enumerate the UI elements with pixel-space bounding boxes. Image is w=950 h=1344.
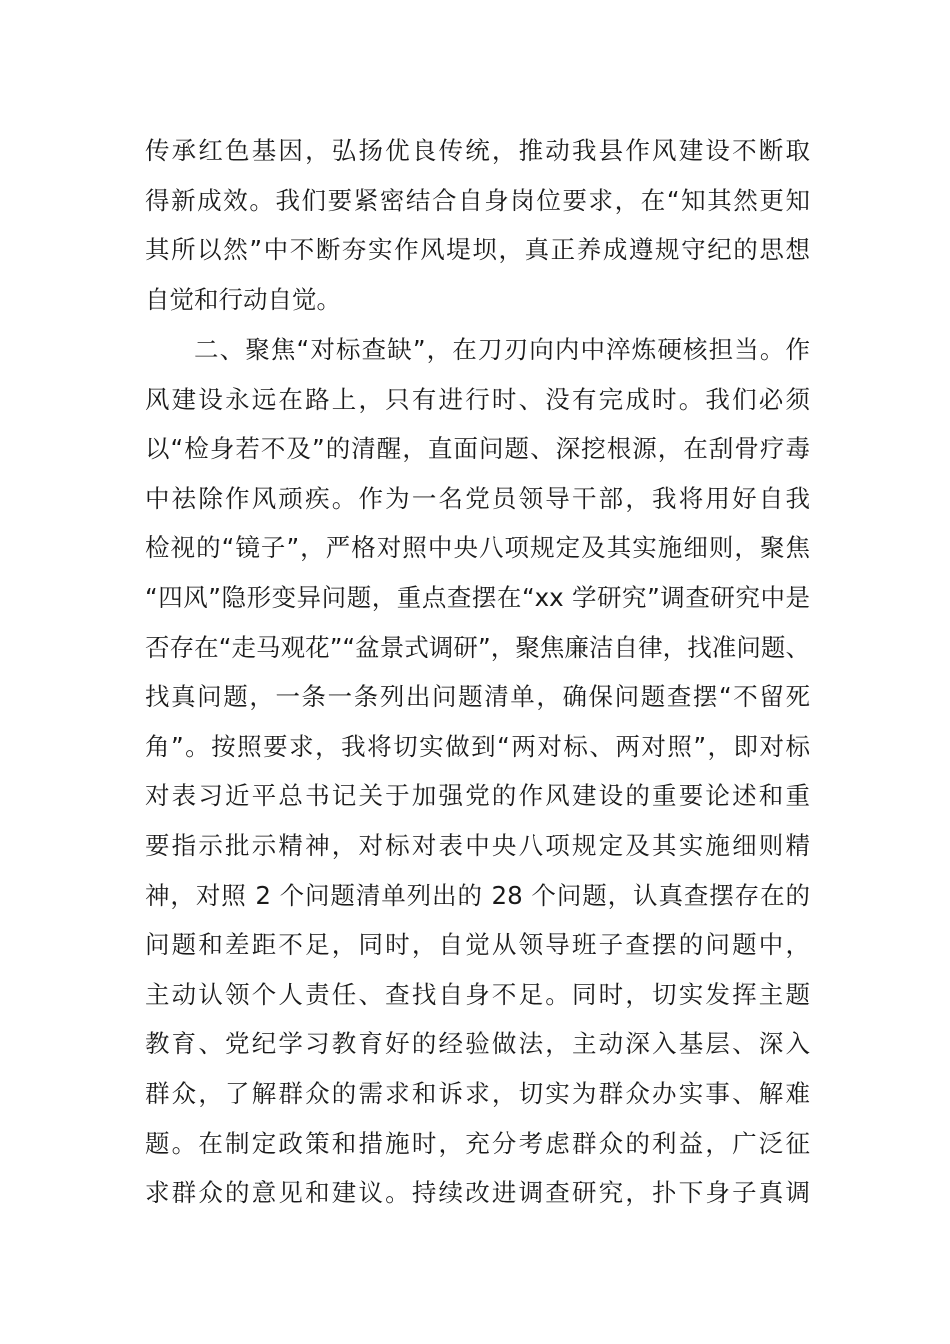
text-line: 求群众的意见和建议。持续改进调查研究，扑下身子真调: [145, 1178, 810, 1208]
text-line: 找真问题，一条一条列出问题清单，确保问题查摆“不留死: [145, 682, 810, 712]
text-line: 问题和差距不足，同时，自觉从领导班子查摆的问题中，: [145, 930, 810, 960]
text-line: “四风”隐形变异问题，重点查摆在“xx 学研究”调查研究中是: [145, 582, 810, 612]
text-line: 以“检身若不及”的清醒，直面问题、深挖根源，在刮骨疗毒: [145, 434, 810, 464]
text-line: 主动认领个人责任、查找自身不足。同时，切实发挥主题: [145, 979, 810, 1009]
text-line: 传承红色基因，弘扬优良传统，推动我县作风建设不断取: [145, 136, 810, 165]
text-line: 自觉和行动自觉。: [145, 284, 341, 314]
text-line: 教育、党纪学习教育好的经验做法，主动深入基层、深入: [145, 1029, 810, 1059]
paragraph-2: [145, 325, 810, 1218]
text-line: 中祛除作风顽疾。作为一名党员领导干部，我将用好自我: [145, 483, 810, 513]
text-line: 风建设永远在路上，只有进行时、没有完成时。我们必须: [145, 384, 810, 414]
text-line: 否存在“走马观花”“盆景式调研”，聚焦廉洁自律，找准问题、: [145, 632, 810, 662]
text-line: 群众，了解群众的需求和诉求，切实为群众办实事、解难: [145, 1078, 810, 1108]
text-line: 要指示批示精神，对标对表中央八项规定及其实施细则精: [145, 830, 810, 860]
text-line: 其所以然”中不断夯实作风堤坝，真正养成遵规守纪的思想: [145, 235, 810, 265]
text-line: 神，对照 2 个问题清单列出的 28 个问题，认真查摆存在的: [145, 880, 810, 910]
paragraph-1: [145, 126, 810, 324]
text-line: 得新成效。我们要紧密结合自身岗位要求，在“知其然更知: [145, 185, 810, 215]
section-heading-line: 二、聚焦“对标查缺”，在刀刃向内中淬炼硬核担当。作: [194, 335, 810, 364]
text-line: 对表习近平总书记关于加强党的作风建设的重要论述和重: [145, 781, 810, 811]
text-line: 角”。按照要求，我将切实做到“两对标、两对照”，即对标: [145, 731, 810, 761]
text-line: 检视的“镜子”，严格对照中央八项规定及其实施细则，聚焦: [145, 533, 810, 563]
text-line: 题。在制定政策和措施时，充分考虑群众的利益，广泛征: [145, 1128, 810, 1158]
